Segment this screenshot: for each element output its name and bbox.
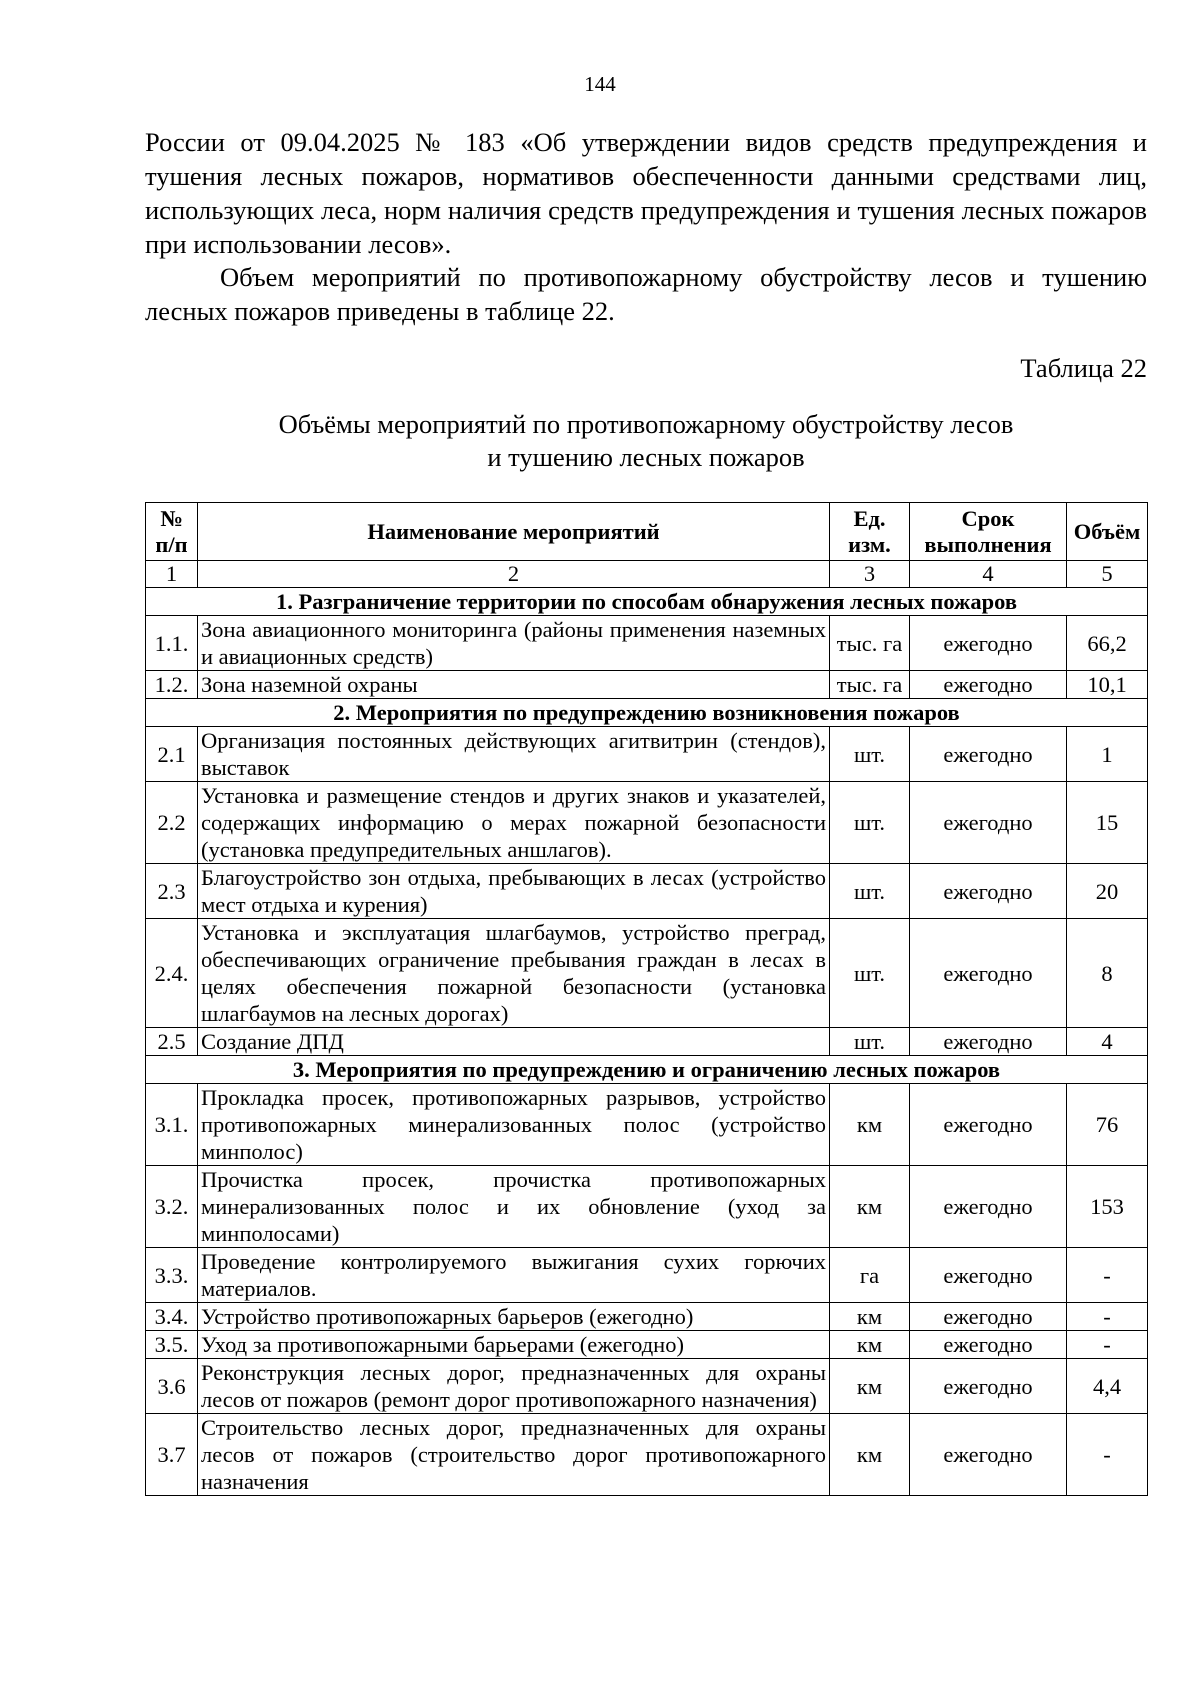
row-term: ежегодно (910, 919, 1067, 1028)
row-num: 3.1. (146, 1084, 198, 1166)
row-name: Зона авиационного мониторинга (районы применения наземных и авиационных средств) (198, 616, 830, 671)
header-unit: Ед. изм. (830, 503, 910, 561)
row-volume: 1 (1067, 727, 1148, 782)
row-unit: тыс. га (830, 671, 910, 699)
row-name: Проведение контролируемого выжигания сухих горючих материалов. (198, 1248, 830, 1303)
column-index-row (146, 561, 1148, 588)
row-name: Установка и эксплуатация шлагбаумов, устройство преград, обеспечивающих ограничение пребывания граждан в лесах в целях обеспечения пожарной безопасности (установка шлагбаумов на лесных дорогах) (198, 919, 830, 1028)
row-num: 3.2. (146, 1166, 198, 1248)
table-row (146, 1359, 1148, 1414)
table-row (146, 1084, 1148, 1166)
row-term: ежегодно (910, 727, 1067, 782)
row-num: 3.4. (146, 1303, 198, 1331)
row-num: 2.4. (146, 919, 198, 1028)
row-name: Строительство лесных дорог, предназначенных для охраны лесов от пожаров (строительство дорог противопожарного назначения (198, 1414, 830, 1496)
row-term: ежегодно (910, 1303, 1067, 1331)
row-volume: 76 (1067, 1084, 1148, 1166)
table-label: Таблица 22 (1020, 353, 1147, 383)
table-row (146, 1166, 1148, 1248)
column-index: 4 (910, 561, 1067, 588)
row-name: Прочистка просек, прочистка противопожарных минерализованных полос и их обновление (уход за минполосами) (198, 1166, 830, 1248)
table-body (146, 588, 1148, 1496)
row-num: 1.2. (146, 671, 198, 699)
row-term: ежегодно (910, 864, 1067, 919)
row-name: Прокладка просек, противопожарных разрывов, устройство противопожарных минерализованных полос (устройство минполос) (198, 1084, 830, 1166)
section-header-row (146, 588, 1148, 616)
row-term: ежегодно (910, 1028, 1067, 1056)
row-unit: га (830, 1248, 910, 1303)
paragraph-2: Объем мероприятий по противопожарному обустройству лесов и тушению лесных пожаров приведены в таблице 22. (145, 262, 1147, 326)
row-num: 3.5. (146, 1331, 198, 1359)
row-volume: 4 (1067, 1028, 1148, 1056)
table-row (146, 1414, 1148, 1496)
header-volume: Объём (1067, 503, 1148, 561)
row-num: 2.2 (146, 782, 198, 864)
measures-table (145, 502, 1148, 1496)
row-name: Устройство противопожарных барьеров (ежегодно) (198, 1303, 830, 1331)
table-row (146, 1331, 1148, 1359)
row-name: Зона наземной охраны (198, 671, 830, 699)
row-unit: км (830, 1414, 910, 1496)
row-unit: км (830, 1166, 910, 1248)
table-row (146, 864, 1148, 919)
paragraph-1: России от 09.04.2025 № 183 «Об утверждении видов средств предупреждения и тушения лесных пожаров, нормативов обеспеченности данными средствами лиц, использующих леса, норм наличия средств предупреждения и тушения лесных пожаров при использовании лесов». (145, 127, 1147, 259)
table-header-row (146, 503, 1148, 561)
row-term: ежегодно (910, 1166, 1067, 1248)
header-name: Наименование мероприятий (198, 503, 830, 561)
row-name: Создание ДПД (198, 1028, 830, 1056)
column-index: 1 (146, 561, 198, 588)
row-volume: 4,4 (1067, 1359, 1148, 1414)
row-volume: - (1067, 1331, 1148, 1359)
row-unit: км (830, 1331, 910, 1359)
row-volume: - (1067, 1303, 1148, 1331)
row-volume: 15 (1067, 782, 1148, 864)
table-row (146, 782, 1148, 864)
table-row (146, 727, 1148, 782)
row-num: 3.3. (146, 1248, 198, 1303)
header-term: Срок выполнения (910, 503, 1067, 561)
table-row (146, 1028, 1148, 1056)
row-unit: шт. (830, 782, 910, 864)
row-name: Установка и размещение стендов и других знаков и указателей, содержащих информацию о мерах пожарной безопасности (установка предупредительных аншлагов). (198, 782, 830, 864)
row-volume: 153 (1067, 1166, 1148, 1248)
row-num: 3.7 (146, 1414, 198, 1496)
header-num: № п/п (146, 503, 198, 561)
row-term: ежегодно (910, 782, 1067, 864)
table-row (146, 671, 1148, 699)
table-row (146, 1248, 1148, 1303)
row-term: ежегодно (910, 1331, 1067, 1359)
row-volume: 8 (1067, 919, 1148, 1028)
row-term: ежегодно (910, 671, 1067, 699)
page-number: 144 (584, 72, 616, 96)
column-index: 2 (198, 561, 830, 588)
row-term: ежегодно (910, 1084, 1067, 1166)
row-unit: км (830, 1303, 910, 1331)
table-row (146, 919, 1148, 1028)
row-num: 1.1. (146, 616, 198, 671)
section-header-row (146, 699, 1148, 727)
row-num: 2.3 (146, 864, 198, 919)
table-title (145, 408, 1147, 474)
row-unit: шт. (830, 1028, 910, 1056)
section-title: 1. Разграничение территории по способам обнаружения лесных пожаров (146, 588, 1148, 616)
row-num: 3.6 (146, 1359, 198, 1414)
row-term: ежегодно (910, 616, 1067, 671)
row-name: Уход за противопожарными барьерами (ежегодно) (198, 1331, 830, 1359)
row-name: Благоустройство зон отдыха, пребывающих в лесах (устройство мест отдыха и курения) (198, 864, 830, 919)
row-term: ежегодно (910, 1414, 1067, 1496)
column-index: 3 (830, 561, 910, 588)
row-num: 2.1 (146, 727, 198, 782)
row-volume: 66,2 (1067, 616, 1148, 671)
row-volume: - (1067, 1248, 1148, 1303)
row-term: ежегодно (910, 1359, 1067, 1414)
column-index: 5 (1067, 561, 1148, 588)
row-unit: шт. (830, 727, 910, 782)
row-term: ежегодно (910, 1248, 1067, 1303)
row-volume: 20 (1067, 864, 1148, 919)
table-title-line-2: и тушению лесных пожаров (487, 442, 805, 472)
section-title: 2. Мероприятия по предупреждению возникновения пожаров (146, 699, 1148, 727)
row-unit: тыс. га (830, 616, 910, 671)
section-title: 3. Мероприятия по предупреждению и ограничению лесных пожаров (146, 1056, 1148, 1084)
row-unit: км (830, 1084, 910, 1166)
table-row (146, 1303, 1148, 1331)
row-volume: - (1067, 1414, 1148, 1496)
row-name: Реконструкция лесных дорог, предназначенных для охраны лесов от пожаров (ремонт дорог противопожарного назначения) (198, 1359, 830, 1414)
table-row (146, 616, 1148, 671)
row-unit: км (830, 1359, 910, 1414)
row-num: 2.5 (146, 1028, 198, 1056)
section-header-row (146, 1056, 1148, 1084)
row-volume: 10,1 (1067, 671, 1148, 699)
row-unit: шт. (830, 919, 910, 1028)
row-unit: шт. (830, 864, 910, 919)
table-title-line-1: Объёмы мероприятий по противопожарному обустройству лесов (278, 409, 1014, 439)
row-name: Организация постоянных действующих агитвитрин (стендов), выставок (198, 727, 830, 782)
